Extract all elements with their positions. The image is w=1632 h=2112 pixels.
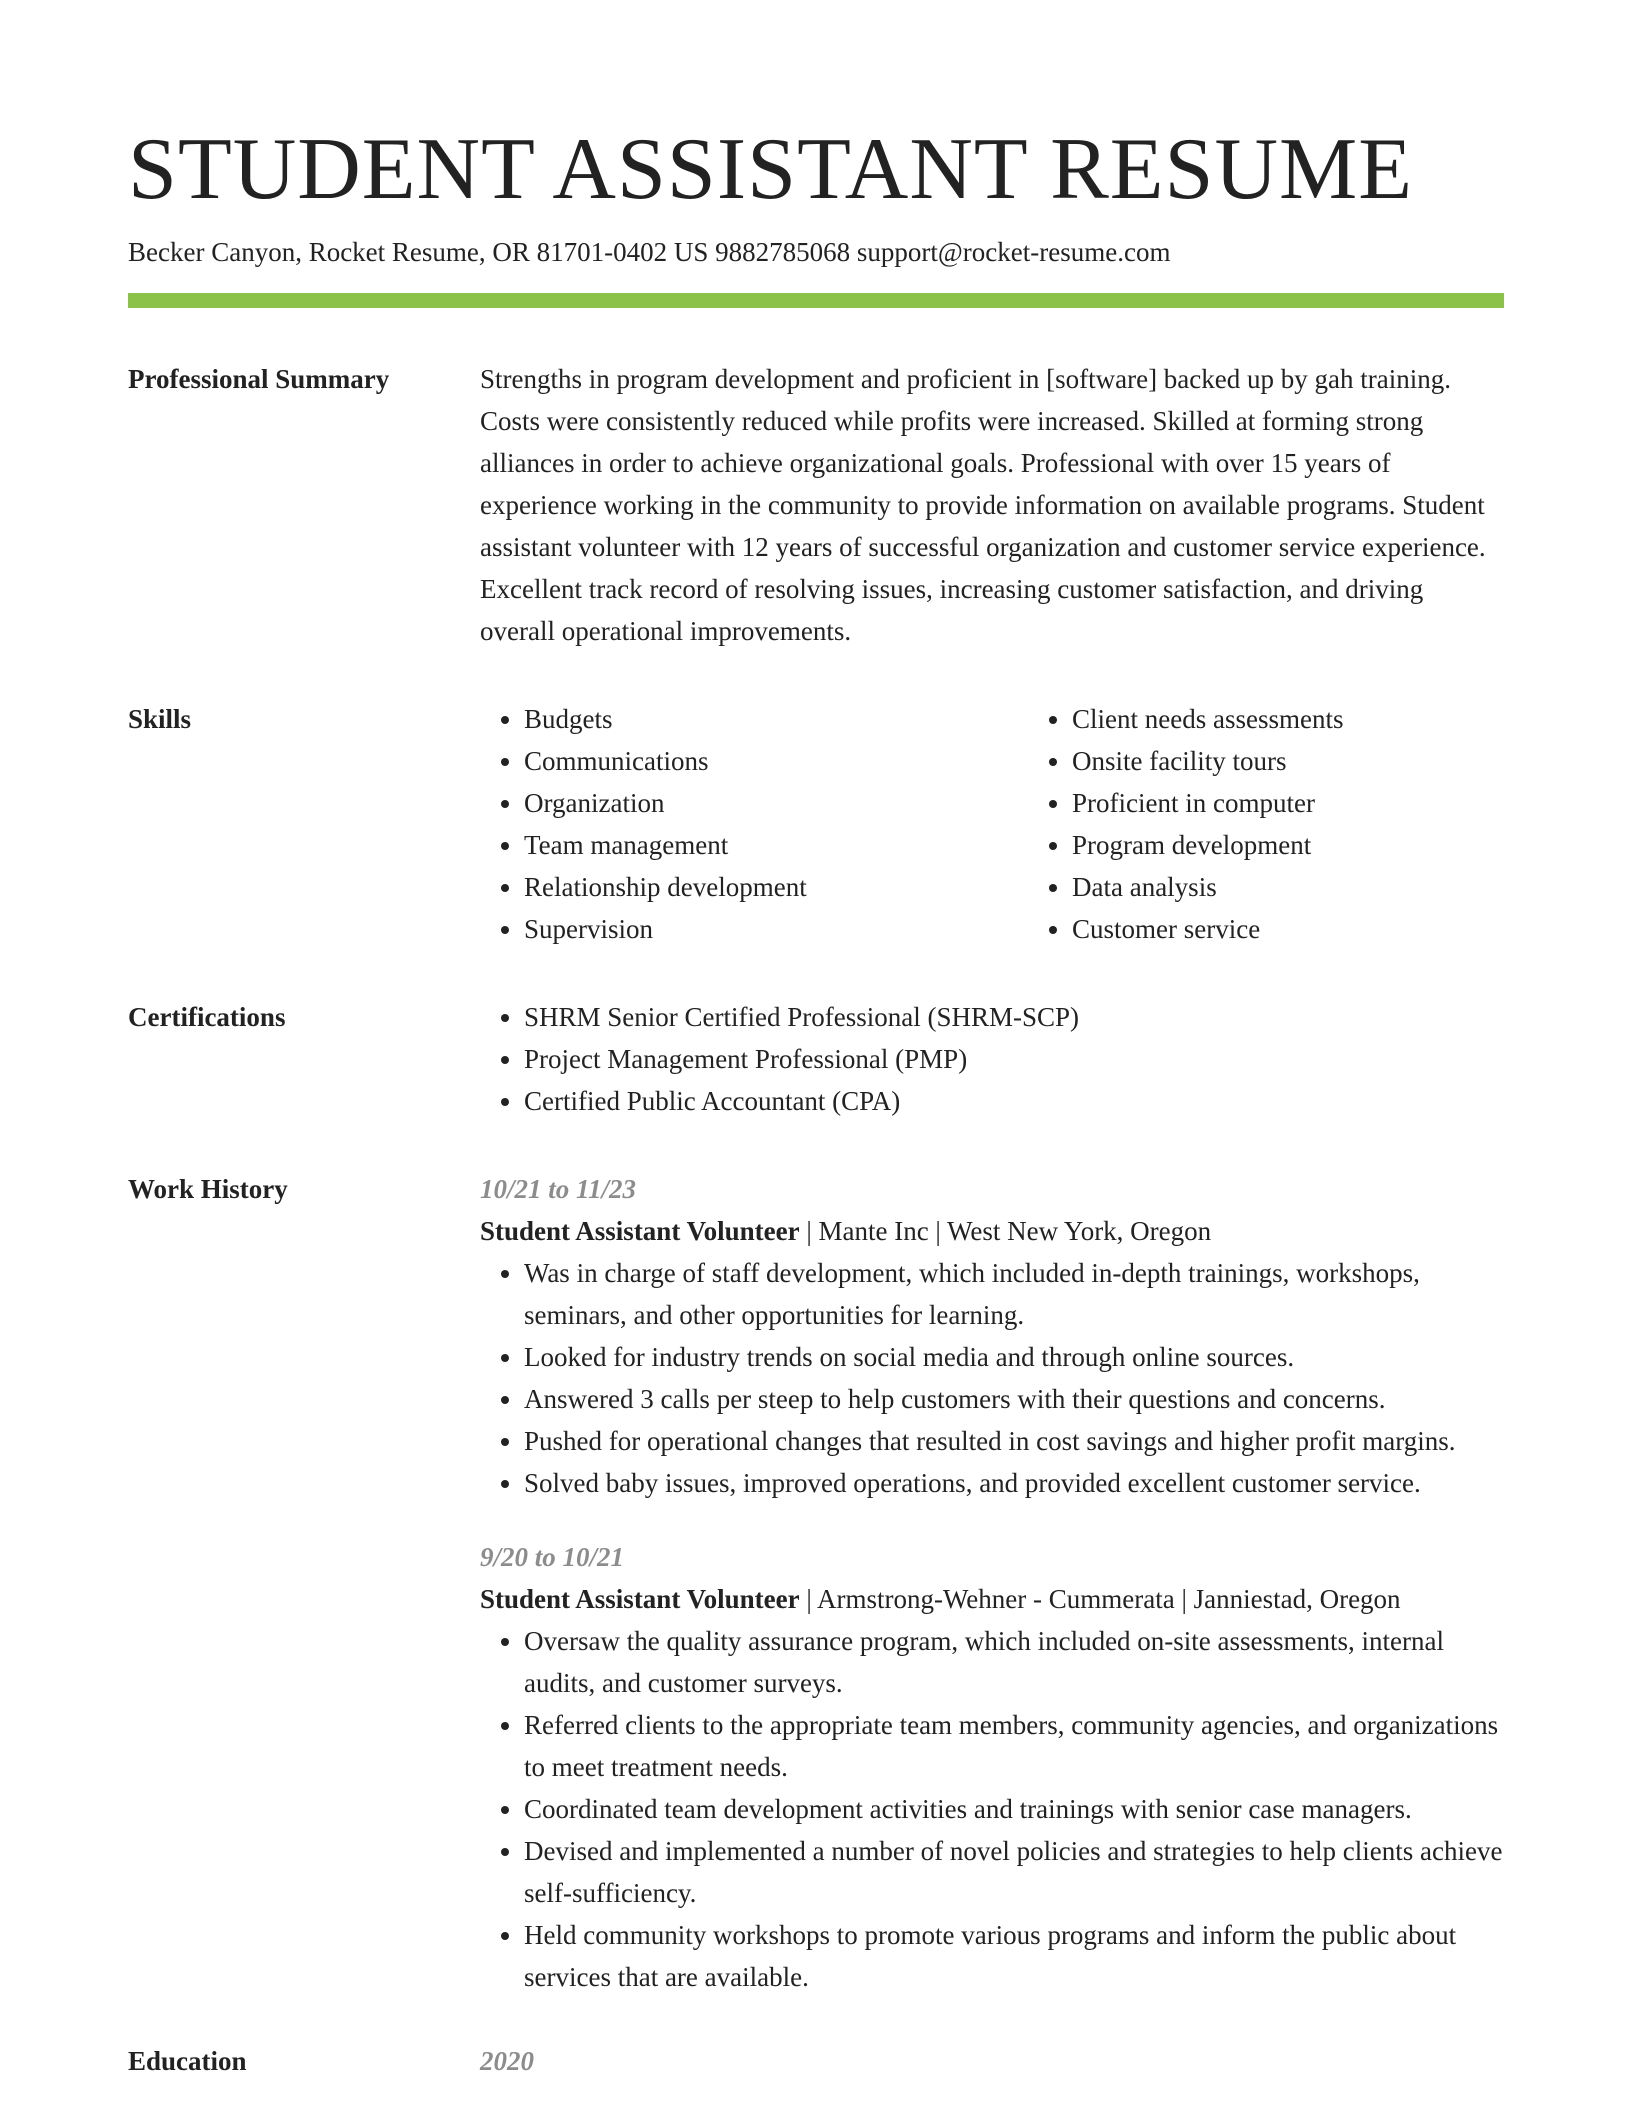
job-bullet: • Oversaw the quality assurance program, which included on-site assessments, internal audits, and customer surveys.	[524, 1620, 1504, 1704]
job-heading	[480, 1578, 1504, 1620]
certifications-section	[128, 996, 1504, 1122]
header-divider	[128, 293, 1504, 308]
work-history-section	[128, 1168, 1504, 1998]
skills-section	[128, 698, 1504, 950]
job-bullet: • Was in charge of staff development, which included in-depth trainings, workshops, seminars, and other opportunities for learning.	[524, 1252, 1504, 1336]
skill-item: • Relationship development	[524, 866, 1028, 908]
work-history-label: Work History	[128, 1174, 288, 1204]
certification-item: • SHRM Senior Certified Professional (SHRM-SCP)	[524, 996, 1504, 1038]
skills-label: Skills	[128, 704, 192, 734]
job-bullet: • Held community workshops to promote various programs and inform the public about services that are available.	[524, 1914, 1504, 1998]
skill-item: • Data analysis	[1072, 866, 1576, 908]
summary-label: Professional Summary	[128, 364, 390, 394]
job-dates: 10/21 to 11/23	[480, 1174, 637, 1204]
job-bullet: • Answered 3 calls per steep to help customers with their questions and concerns.	[524, 1378, 1504, 1420]
education-label: Education	[128, 2046, 247, 2076]
job-title: Student Assistant Volunteer	[480, 1584, 800, 1614]
resume-title: STUDENT ASSISTANT RESUME	[128, 121, 1414, 218]
job-bullet: • Devised and implemented a number of novel policies and strategies to help clients achieve self-sufficiency.	[524, 1830, 1504, 1914]
skill-item: • Customer service	[1072, 908, 1576, 950]
contact-line: Becker Canyon, Rocket Resume, OR 81701-0402 US 9882785068 support@rocket-resume.com	[128, 237, 1171, 267]
job-entry	[480, 1168, 1504, 1504]
summary-section	[128, 358, 1504, 652]
job-bullet: • Referred clients to the appropriate team members, community agencies, and organizations to meet treatment needs.	[524, 1704, 1504, 1788]
certifications-label: Certifications	[128, 1002, 286, 1032]
certification-item: • Project Management Professional (PMP)	[524, 1038, 1504, 1080]
skill-item: • Onsite facility tours	[1072, 740, 1576, 782]
certification-item: • Certified Public Accountant (CPA)	[524, 1080, 1504, 1122]
job-dates: 9/20 to 10/21	[480, 1542, 625, 1572]
education-section	[128, 2040, 1504, 2082]
skill-item: • Program development	[1072, 824, 1576, 866]
skill-item: • Supervision	[524, 908, 1028, 950]
skills-list-left	[480, 698, 1028, 950]
education-dates: 2020	[480, 2046, 534, 2076]
job-bullets	[480, 1252, 1504, 1504]
skill-item: • Team management	[524, 824, 1028, 866]
job-bullet: • Looked for industry trends on social media and through online sources.	[524, 1336, 1504, 1378]
job-bullet: • Coordinated team development activities and trainings with senior case managers.	[524, 1788, 1504, 1830]
resume-page	[128, 0, 1504, 2082]
job-bullet: • Solved baby issues, improved operations, and provided excellent customer service.	[524, 1462, 1504, 1504]
certifications-list	[480, 996, 1504, 1122]
skill-item: • Client needs assessments	[1072, 698, 1576, 740]
job-details: | Mante Inc | West New York, Oregon	[799, 1216, 1212, 1246]
skill-item: • Budgets	[524, 698, 1028, 740]
job-details: | Armstrong-Wehner - Cummerata | Janniestad, Oregon	[799, 1584, 1401, 1614]
skill-item: • Organization	[524, 782, 1028, 824]
skill-item: • Proficient in computer	[1072, 782, 1576, 824]
job-bullet: • Pushed for operational changes that resulted in cost savings and higher profit margins.	[524, 1420, 1504, 1462]
skill-item: • Communications	[524, 740, 1028, 782]
skills-list-right	[1028, 698, 1576, 950]
job-heading	[480, 1210, 1504, 1252]
job-bullets	[480, 1620, 1504, 1998]
job-entry	[480, 1536, 1504, 1998]
job-title: Student Assistant Volunteer	[480, 1216, 800, 1246]
summary-text: Strengths in program development and proficient in [software] backed up by gah training. Costs were consistently reduced while profits were increased. Skilled at forming strong alliances in order to achieve organizational goals. Professional with over 15 years of experience working in the community to provide information on available programs. Student assistant volunteer with 12 years of successful organization and customer service experience. Excellent track record of resolving issues, increasing customer satisfaction, and driving overall operational improvements.	[480, 364, 1486, 646]
